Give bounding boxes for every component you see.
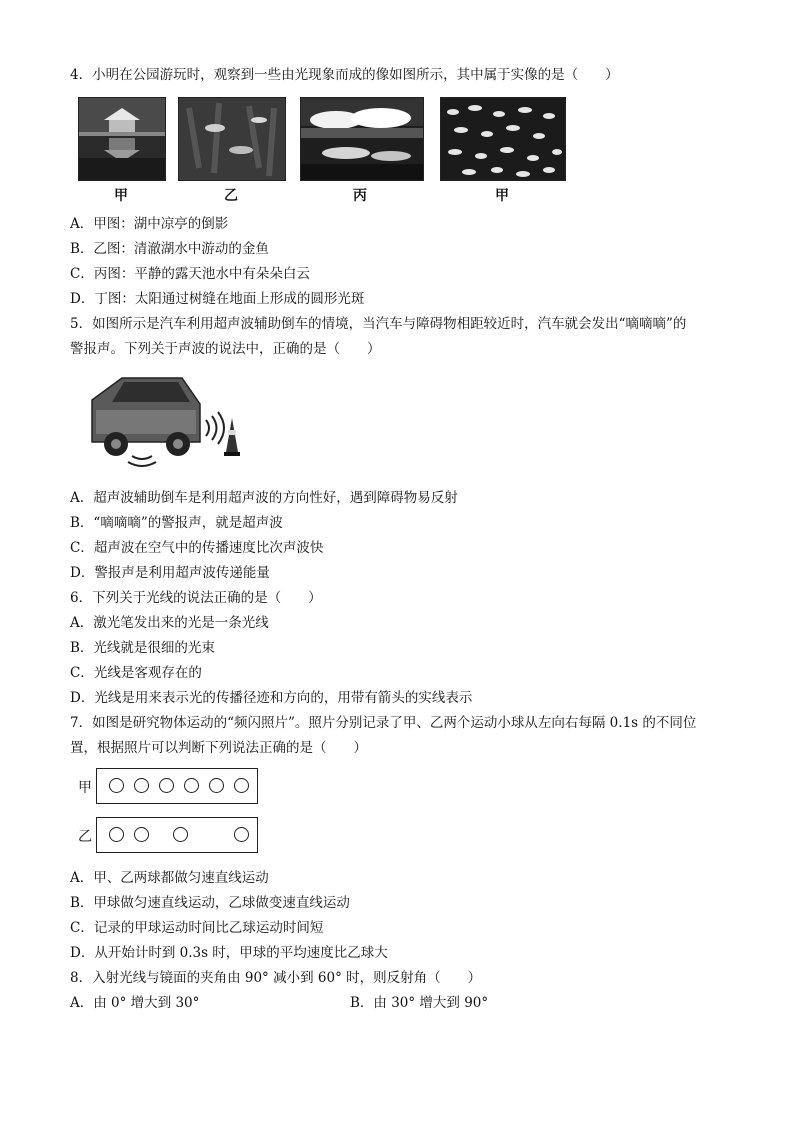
q7-option-c: C．记录的甲球运动时间比乙球运动时间短 — [70, 920, 324, 936]
ball-yi — [234, 827, 249, 842]
q7-option-b: B．甲球做匀速直线运动，乙球做变速直线运动 — [70, 895, 350, 911]
q5-option-b: B．“嘀嘀嘀”的警报声，就是超声波 — [70, 515, 283, 531]
q6-option-b: B．光线就是很细的光束 — [70, 640, 215, 656]
q6-option-c: C．光线是客观存在的 — [70, 665, 202, 681]
ball-row-label-jia: 甲 — [78, 780, 92, 796]
photo-light-spots — [440, 97, 566, 181]
ball-jia — [134, 778, 149, 793]
q7-stem-line2: 置，根据照片可以判断下列说法正确的是（ ） — [70, 740, 367, 756]
ball-yi — [173, 827, 188, 842]
ball-yi — [109, 827, 124, 842]
q5-option-a: A．超声波辅助倒车是利用超声波的方向性好，遇到障碍物易反射 — [70, 490, 458, 506]
caption-3: 丙 — [353, 188, 367, 204]
ball-row-yi — [96, 817, 258, 853]
q4-stem: 4．小明在公园游玩时，观察到一些由光现象而成的像如图所示，其中属于实像的是（ ） — [70, 67, 619, 83]
q6-stem: 6．下列关于光线的说法正确的是（ ） — [70, 590, 322, 606]
q7-stem-line1: 7．如图是研究物体运动的“频闪照片”。照片分别记录了甲、乙两个运动小球从左向右每隔 0.1s 的不同位 — [70, 715, 697, 731]
caption-2: 乙 — [224, 188, 238, 204]
ball-yi — [134, 827, 149, 842]
q5-option-c: C．超声波在空气中的传播速度比次声波快 — [70, 540, 324, 556]
ball-row-label-yi: 乙 — [78, 829, 92, 845]
q5-stem-line2: 警报声。下列关于声波的说法中，正确的是（ ） — [70, 341, 381, 357]
photo-fish — [178, 97, 286, 181]
ball-jia — [159, 778, 174, 793]
ball-jia — [109, 778, 124, 793]
ball-jia — [209, 778, 224, 793]
q6-option-d: D．光线是用来表示光的传播径迹和方向的，用带有箭头的实线表示 — [70, 690, 473, 706]
q5-option-d: D．警报声是利用超声波传递能量 — [70, 565, 270, 581]
q6-option-a: A．激光笔发出来的光是一条光线 — [70, 615, 269, 631]
q8-stem: 8．入射光线与镜面的夹角由 90° 减小到 60° 时，则反射角（ ） — [70, 970, 482, 986]
q8-option-a: A．由 0° 增大到 30° — [70, 995, 200, 1011]
q7-option-a: A．甲、乙两球都做匀速直线运动 — [70, 870, 269, 886]
caption-1: 甲 — [114, 188, 128, 204]
ball-row-jia — [96, 768, 258, 804]
photo-pavilion — [78, 97, 166, 181]
q4-option-d: D．丁图：太阳通过树缝在地面上形成的圆形光斑 — [70, 291, 365, 307]
q4-option-c: C．丙图：平静的露天池水中有朵朵白云 — [70, 266, 310, 282]
q4-option-b: B．乙图：清澈湖水中游动的金鱼 — [70, 241, 269, 257]
strobe-photo-figure — [78, 766, 268, 866]
photo-clouds — [300, 97, 424, 181]
ball-jia — [234, 778, 249, 793]
q7-option-d: D．从开始计时到 0.3s 时，甲球的平均速度比乙球大 — [70, 945, 388, 961]
q5-stem-line1: 5．如图所示是汽车利用超声波辅助倒车的情境，当汽车与障碍物相距较近时，汽车就会发出“嘀嘀嘀”的 — [70, 316, 687, 332]
q4-option-a: A．甲图：湖中凉亭的倒影 — [70, 216, 229, 232]
q4-photos — [78, 97, 568, 207]
car-ultrasonic-figure — [82, 370, 242, 470]
q8-option-b: B．由 30° 增大到 90° — [350, 995, 489, 1011]
caption-4: 甲 — [495, 188, 509, 204]
ball-jia — [184, 778, 199, 793]
